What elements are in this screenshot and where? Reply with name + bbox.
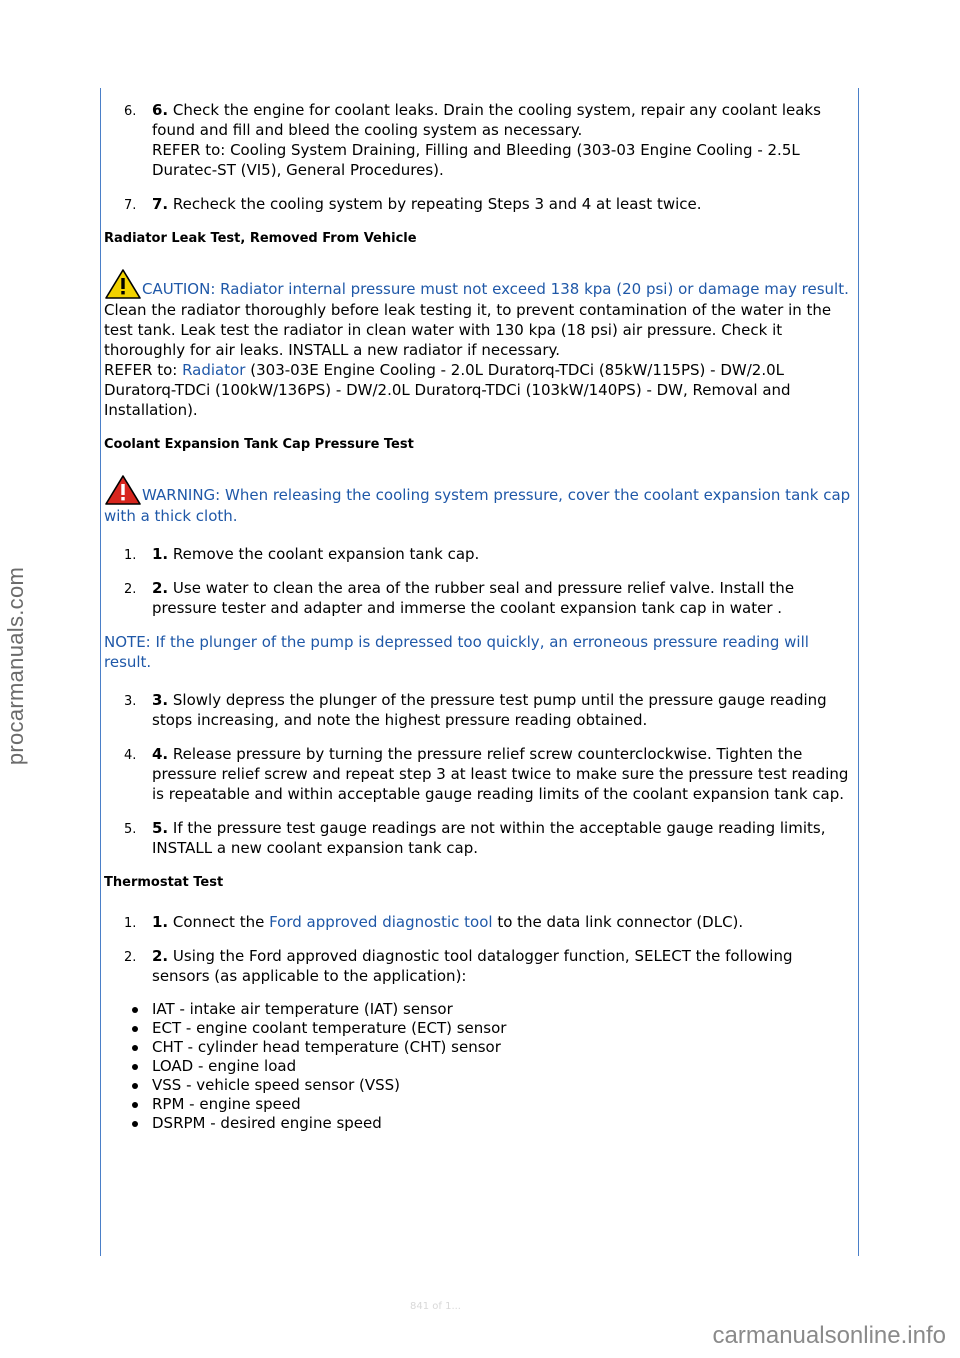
step-bold-number: 3. [152,691,169,709]
step-6 [104,100,852,180]
step-bold-number: 2. [152,947,169,965]
step-bold-number: 2. [152,579,169,597]
step-number: 2. [124,950,137,965]
note-text: NOTE: If the plunger of the pump is depressed too quickly, an erroneous pressure reading will result. [104,633,809,671]
section-heading-cap-pressure-test: Coolant Expansion Tank Cap Pressure Test [104,437,414,452]
warning-notice [104,474,852,526]
step-number: 4. [124,748,137,763]
radiator-test-paragraph [104,300,852,420]
step-text: Using the Ford approved diagnostic tool datalogger function, SELECT the following sensors (as applicable to the application): [152,947,793,985]
step-bold-number: 1. [152,913,169,931]
step-text: Use water to clean the area of the rubber seal and pressure relief valve. Install the pressure tester and adapter and immerse the coolant expansion tank cap in water . [152,579,795,617]
section-heading-radiator-leak-test: Radiator Leak Test, Removed From Vehicle [104,231,417,246]
cap-step-4 [104,744,852,804]
list-item: LOAD - engine load [104,1057,852,1076]
list-item: VSS - vehicle speed sensor (VSS) [104,1076,852,1095]
step-text-post: to the data link connector (DLC). [492,913,744,931]
cap-step-1 [104,544,852,564]
step-number: 5. [124,822,137,837]
step-bold-number: 5. [152,819,169,837]
cap-step-3 [104,690,852,730]
step-bold-number: 7. [152,195,169,213]
step-number: 2. [124,582,137,597]
cap-step-5 [104,818,852,858]
step-number: 6. [124,104,137,119]
step-text: Release pressure by turning the pressure relief screw counterclockwise. Tighten the pressure relief screw and repeat step 3 at least twice to make sure the pressure test reading is repeatable and within acceptable gauge reading limits of the coolant expansion tank cap. [152,745,849,803]
list-item: CHT - cylinder head temperature (CHT) sensor [104,1038,852,1057]
document-body [104,100,852,1133]
caution-triangle-icon [104,268,142,300]
left-border-line [100,88,101,1256]
thermostat-step-1 [104,912,852,932]
list-item: IAT - intake air temperature (IAT) sensor [104,1000,852,1019]
refer-rest: (303-03E Engine Cooling - 2.0L Duratorq-TDCi (85kW/115PS) - DW/2.0L Duratorq-TDCi (100kW/136PS) - DW/2.0L Duratorq-TDCi (103kW/140PS) - DW, Removal and Installation). [104,361,791,419]
step-number: 3. [124,694,137,709]
list-item: ECT - engine coolant temperature (ECT) sensor [104,1019,852,1038]
step-bold-number: 1. [152,545,169,563]
step-number: 1. [124,916,137,931]
step-text: Recheck the cooling system by repeating Steps 3 and 4 at least twice. [168,195,702,213]
cap-step-2 [104,578,852,618]
right-border-line [858,88,859,1256]
page-number: 841 of 1... [410,1301,461,1312]
ford-diagnostic-tool-link[interactable]: Ford approved diagnostic tool [269,913,493,931]
section-heading-thermostat-test: Thermostat Test [104,875,224,890]
step-text: If the pressure test gauge readings are not within the acceptable gauge reading limits, INSTALL a new coolant expansion tank cap. [152,819,826,857]
step-number: 1. [124,548,137,563]
side-watermark: procarmanuals.com [3,566,28,766]
step-7 [104,194,852,214]
footer-watermark: carmanualsonline.info [712,1322,946,1349]
step-refer: REFER to: Cooling System Draining, Filling and Bleeding (303-03 Engine Cooling - 2.5L Duratec-ST (VI5), General Procedures). [152,141,800,179]
sensor-list [104,1000,852,1133]
step-bold-number: 4. [152,745,169,763]
list-item: DSRPM - desired engine speed [104,1114,852,1133]
step-text: Remove the coolant expansion tank cap. [168,545,480,563]
refer-prefix: REFER to: [104,361,183,379]
caution-notice [104,268,852,300]
step-text-pre: Connect the [168,913,270,931]
step-bold-number: 6. [152,101,169,119]
radiator-test-body: Clean the radiator thoroughly before leak testing it, to prevent contamination of the water in the test tank. Leak test the radiator in clean water with 130 kpa (18 psi) air pressure. Check it thoroughly for air leaks. INSTALL a new radiator if necessary. [104,301,832,359]
warning-triangle-icon [104,474,142,506]
radiator-refer [104,360,852,420]
step-text: Slowly depress the plunger of the pressure test pump until the pressure gauge reading stops increasing, and note the highest pressure reading obtained. [152,691,827,729]
radiator-link[interactable]: Radiator [182,361,246,379]
list-item: RPM - engine speed [104,1095,852,1114]
thermostat-step-2 [104,946,852,986]
caution-text: CAUTION: Radiator internal pressure must not exceed 138 kpa (20 psi) or damage may result. [142,280,849,298]
warning-text: WARNING: When releasing the cooling system pressure, cover the coolant expansion tank cap with a thick cloth. [104,486,851,525]
step-text: Check the engine for coolant leaks. Drain the cooling system, repair any coolant leaks found and fill and bleed the cooling system as necessary. [152,101,821,139]
step-number: 7. [124,198,137,213]
